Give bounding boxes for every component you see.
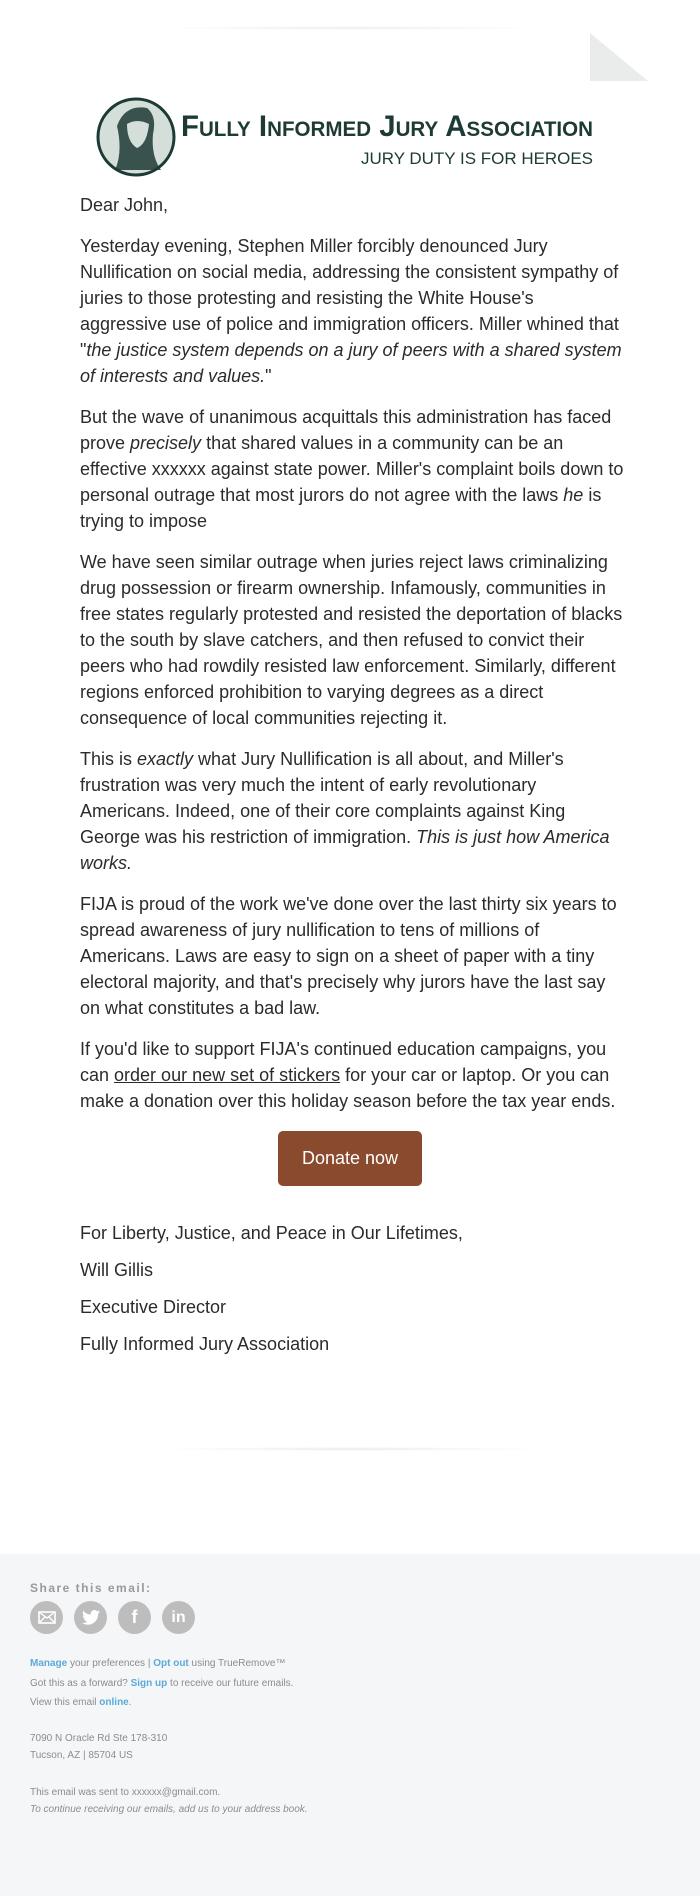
greeting: Dear John, bbox=[80, 195, 169, 215]
address-line-2: Tucson, AZ | 85704 US bbox=[30, 1750, 133, 1761]
preferences-text: your preferences | bbox=[67, 1658, 154, 1669]
emphasis-text: precisely bbox=[130, 433, 202, 453]
email-body bbox=[80, 192, 625, 1129]
body-paragraph bbox=[80, 233, 625, 389]
view-text: View this email bbox=[30, 1697, 100, 1708]
paragraph-text: what Jury Nullification is all about, and Miller's frustration was very much the intent of early revolutionary Americans. Indeed, one of their core complaints against King George was his restriction of immigration. bbox=[80, 749, 566, 847]
logo-tagline: JURY DUTY IS FOR HEROES bbox=[361, 149, 593, 168]
paragraph-text: FIJA is proud of the work we've done over the last thirty six years to spread awareness of jury nullification to tens of millions of Americans. Laws are easy to sign on a sheet of paper with a tiny electoral majority, and that's precisely why jurors have the last say on what constitutes a bad law. bbox=[80, 894, 617, 1018]
paragraph-text: " bbox=[265, 366, 272, 386]
fija-logo bbox=[95, 96, 605, 180]
share-icons bbox=[30, 1601, 195, 1634]
online-link[interactable]: online bbox=[99, 1697, 129, 1708]
sign-up-link[interactable]: Sign up bbox=[130, 1677, 168, 1689]
receive-text: to receive our future emails. bbox=[167, 1677, 294, 1689]
paragraph-text: If you'd like to support FIJA's continued education campaigns, you can bbox=[80, 1039, 607, 1085]
top-shadow-divider bbox=[150, 26, 550, 30]
footer bbox=[0, 1554, 700, 1896]
paragraph-text: We have seen similar outrage when juries reject laws criminalizing drug possession or firearm ownership. Infamously, communities in free states regularly protested and resisted the deportation of blacks to the south by slave catchers, and then refused to convict their peers who had rowdily resisted law enforcement. Similarly, different regions enforced prohibition to varying degrees as a direct consequence of local communities rejecting it. bbox=[80, 552, 623, 728]
paragraph-text: that shared values in a community can be an effective xxxxxx against state power. Miller's complaint boils down to personal outrage that most jurors do not agree with the laws bbox=[80, 433, 624, 505]
twitter-icon[interactable] bbox=[74, 1601, 107, 1634]
period-text: . bbox=[128, 1697, 132, 1708]
sent-to-text: This email was sent to xxxxxx@gmail.com. bbox=[30, 1787, 221, 1798]
using-text: using TrueRemove™ bbox=[188, 1658, 286, 1669]
emphasis-text: he bbox=[563, 485, 584, 505]
email-icon[interactable] bbox=[30, 1601, 63, 1634]
paragraph-text: is trying to impose bbox=[80, 485, 602, 531]
forward-text: Got this as a forward? bbox=[30, 1677, 131, 1689]
paragraph-text: This is bbox=[80, 749, 138, 769]
signer-title: Executive Director bbox=[80, 1297, 227, 1317]
page-corner-fold bbox=[590, 33, 648, 81]
body-paragraph bbox=[80, 891, 625, 1021]
body-paragraph bbox=[80, 1036, 625, 1114]
mailing-address bbox=[30, 1730, 167, 1764]
emphasis-text: This is just how America works. bbox=[80, 827, 610, 873]
body-paragraph bbox=[80, 404, 625, 534]
address-book-text: To continue receiving our emails, add us to your address book. bbox=[30, 1804, 308, 1815]
sent-notice bbox=[30, 1784, 308, 1818]
share-label: Share this email: bbox=[30, 1581, 152, 1595]
emphasis-text: the justice system depends on a jury of peers with a shared system of interests and values. bbox=[80, 340, 622, 386]
facebook-icon[interactable]: f bbox=[118, 1601, 151, 1634]
bottom-shadow-divider bbox=[150, 1447, 550, 1451]
body-paragraph bbox=[80, 549, 625, 731]
paragraph-text: But the wave of unanimous acquittals this administration has faced prove bbox=[80, 407, 612, 453]
paragraph-text: for your car or laptop. Or you can make a donation over this holiday season before the tax year ends. bbox=[80, 1065, 616, 1111]
paragraph-text: Yesterday evening, Stephen Miller forcibly denounced Jury Nullification on social media, addressing the consistent sympathy of juries to those protesting and resisting the White House's aggressive use of police and immigration officers. Miller whined that " bbox=[80, 236, 619, 360]
footer-links bbox=[30, 1654, 293, 1713]
logo-title: Fully Informed Jury Association bbox=[181, 110, 593, 143]
donate-now-button[interactable]: Donate now bbox=[278, 1131, 422, 1186]
sign-off: For Liberty, Justice, and Peace in Our Lifetimes, bbox=[80, 1223, 463, 1243]
opt-out-link[interactable]: Opt out bbox=[153, 1658, 189, 1669]
signer-name: Will Gillis bbox=[80, 1260, 153, 1280]
signer-org: Fully Informed Jury Association bbox=[80, 1334, 330, 1354]
linkedin-icon[interactable]: in bbox=[162, 1601, 195, 1634]
manage-link[interactable]: Manage bbox=[30, 1658, 68, 1669]
body-paragraph bbox=[80, 746, 625, 876]
signature bbox=[80, 1220, 463, 1368]
stickers-link[interactable]: order our new set of stickers bbox=[114, 1065, 341, 1085]
address-line-1: 7090 N Oracle Rd Ste 178-310 bbox=[30, 1733, 168, 1744]
emphasis-text: exactly bbox=[137, 749, 194, 769]
